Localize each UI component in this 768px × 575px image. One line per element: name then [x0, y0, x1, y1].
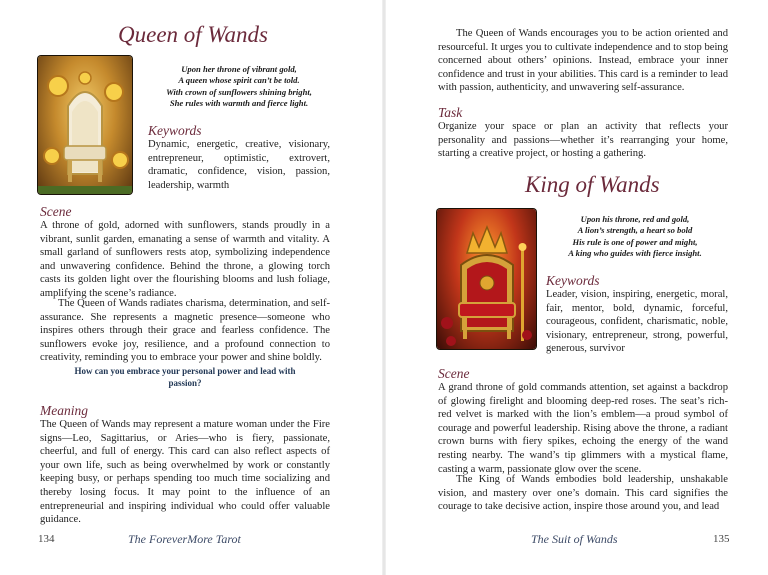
king-throne-illustration	[437, 209, 536, 349]
poem-line: She rules with warmth and fierce light.	[169, 98, 309, 109]
running-head: The ForeverMore Tarot	[128, 532, 241, 546]
scene-paragraph-1: A grand throne of gold commands attention, set against a backdrop of glowing firelight and blooming deep-red roses. The seat’s rich-red velvet is marked with the lion’s emblem—a proud symbol of courage and powerful leadership. Rising above the throne, a radiant crown burns with fiery spikes, echoing the energy of the wand resting nearby. The wand’s tip glimmers with a mystical flame, casting a warm, passionate glow over the scene.	[438, 382, 728, 475]
keywords-heading: Keywords	[148, 123, 202, 138]
keywords-text: Leader, vision, inspiring, energetic, moral, fair, mentor, bold, dynamic, forceful, courageous, confident, charismatic, noble, visionary, entrepreneur, strong, powerful, generous, survivor	[546, 289, 728, 355]
poem-line: Upon his throne, red and gold,	[580, 214, 690, 224]
task-text: Organize your space or plan an activity that reflects your personality and passions—whether it’s rearranging your home, starting a creative project, or hosting a gathering.	[438, 121, 728, 160]
card-title: Queen of Wands	[118, 22, 268, 47]
poem-line: A queen whose spirit can’t be told.	[178, 75, 300, 86]
poem-line: His rule is one of power and might,	[572, 236, 698, 247]
poem-line: Upon her throne of vibrant gold,	[181, 64, 297, 74]
keywords-text: Dynamic, energetic, creative, visionary, entrepreneur, optimistic, extrovert, dramatic, confidence, vision, passion, leadership, warmth	[148, 139, 330, 191]
king-of-wands-card-image	[437, 209, 536, 349]
poem-line: A lion’s strength, a heart so bold	[577, 225, 693, 236]
page-number: 135	[713, 533, 730, 545]
meaning-text: The Queen of Wands may represent a mature woman under the Fire signs—Leo, Sagittarius, or Aries—who is fiery, passionate, cheerful, and full of energy. This card can also reflect aspects of your own life, such as being overwhelmed by work or constantly keeping busy, or perhaps spending too much time socializing and thereby losing focus. It may point to the influence of an entrepreneurial and inspiring individual who could offer valuable guidance.	[40, 419, 330, 526]
keywords-heading: Keywords	[546, 273, 600, 288]
scene-paragraph-2: The Queen of Wands radiates charisma, determination, and self-assurance. She represents a magnetic presence—someone who inspires others through their grace and fearless confidence. The sunflowers evoke joy, resilience, and a profound connection to creativity, reminding you to embrace your power and shine boldly.	[40, 298, 330, 364]
scene-paragraph-2: The King of Wands embodies bold leadership, unshakable vision, and mastery over one’s domain. This card signifies the courage to take decisive action, inspire those around you, and lead	[438, 474, 728, 513]
scene-heading: Scene	[438, 366, 470, 381]
card-title: King of Wands	[525, 172, 660, 197]
king-poem	[544, 214, 726, 260]
queen-poem	[148, 64, 330, 110]
reflection-question: How can you embrace your personal power and lead with passion?	[74, 366, 296, 388]
running-head: The Suit of Wands	[531, 532, 618, 546]
task-heading: Task	[438, 105, 463, 120]
queen-of-wands-card-image	[38, 56, 132, 194]
poem-line: With crown of sunflowers shining bright,	[166, 86, 312, 97]
page-number: 134	[38, 533, 55, 545]
scene-paragraph-1: A throne of gold, adorned with sunflowers, stands proudly in a vibrant, sunlit garden, emanating a sense of warmth and vitality. A small garland of sunflowers rests atop, symbolizing independence and unwavering confidence. Behind the throne, a glowing torch casts its golden light over the flourishing blooms and lush foliage, amplifying the scene’s radiance.	[40, 220, 330, 299]
queen-throne-illustration	[38, 56, 132, 194]
meaning-heading: Meaning	[40, 403, 88, 418]
poem-line: A king who guides with fierce insight.	[568, 248, 702, 259]
scene-heading: Scene	[40, 204, 72, 219]
intro-text: The Queen of Wands encourages you to be action oriented and resourceful. It urges you to cultivate independence and to stop being concerned about others’ opinions. Instead, embrace your inner confidence and trust in your abilities. This card is a reminder to lead with passion, authenticity, and unwavering self-assurance.	[438, 28, 728, 94]
